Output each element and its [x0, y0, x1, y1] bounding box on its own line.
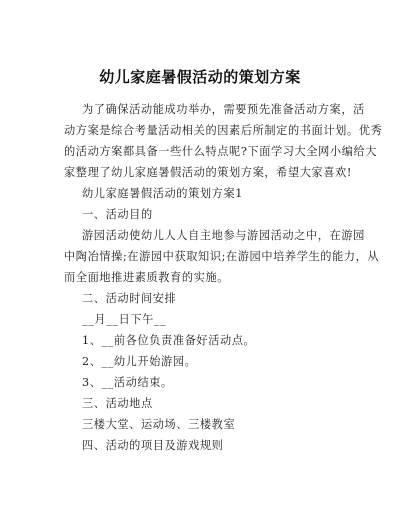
schedule-item-2: 2、__幼儿开始游园。: [82, 355, 197, 368]
intro-line-2: 动方案是综合考量活动相关的因素后所制定的书面计划。优秀: [64, 124, 383, 137]
schedule-item-1: 1、__前各位负责准备好活动点。: [82, 334, 256, 347]
intro-line-1: 为了确保活动能成功举办，需要预先准备活动方案，活: [82, 103, 365, 116]
goal-text-line-2: 中陶冶情操;在游园中获取知识;在游园中培养学生的能力，从: [64, 250, 380, 263]
section-heading: 幼儿家庭暑假活动的策划方案1: [82, 187, 243, 200]
schedule-item-3: 3、__活动结束。: [82, 376, 173, 389]
schedule-heading: 二、活动时间安排: [82, 292, 177, 305]
goal-heading: 一、活动目的: [82, 208, 153, 221]
location-text: 三楼大堂、运动场、三楼教室: [82, 418, 236, 431]
games-heading: 四、活动的项目及游戏规则: [82, 439, 224, 452]
intro-line-3: 的活动方案都具备一些什么特点呢?下面学习大全网小编给大: [64, 145, 378, 158]
document-title: 幼儿家庭暑假活动的策划方案: [99, 68, 301, 86]
goal-text-line-3: 而全面地推进素质教育的实施。: [64, 271, 230, 284]
goal-text-line-1: 游园活动使幼儿人人自主地参与游园活动之中，在游园: [82, 229, 365, 242]
location-heading: 三、活动地点: [82, 397, 153, 410]
schedule-date: __月__日下午__: [82, 313, 167, 326]
intro-line-4: 家整理了幼儿家庭暑假活动的策划方案，希望大家喜欢!: [64, 166, 352, 179]
